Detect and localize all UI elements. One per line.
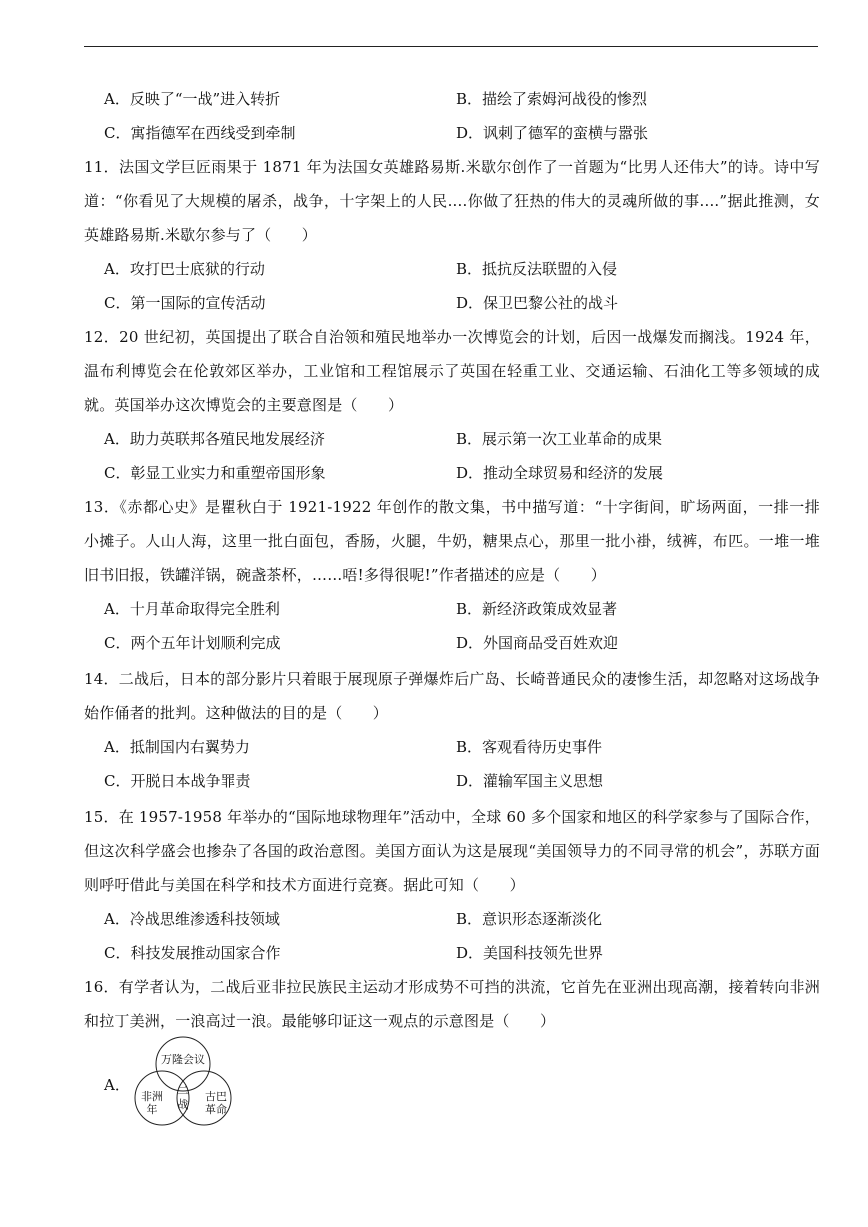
q11-options-row1 [104,252,804,286]
q12-option-c[interactable]: C．彰显工业实力和重塑帝国形象 [104,464,326,482]
venn-left-label-1: 非洲 [141,1090,163,1103]
q14-option-a[interactable]: A．抵制国内右翼势力 [104,738,250,756]
q10-option-c[interactable]: C．寓指德军在西线受到牵制 [104,124,296,142]
q15-option-c[interactable]: C．科技发展推动国家合作 [104,944,281,962]
q15-option-a[interactable]: A．冷战思维渗透科技领域 [104,910,280,928]
q12-option-a[interactable]: A．助力英联邦各殖民地发展经济 [104,430,325,448]
q13-option-a[interactable]: A．十月革命取得完全胜利 [104,600,280,618]
q15-stem: 15．在 1957-1958 年举办的“国际地球物理年”活动中，全球 60 多个国家和地区的科学家参与了国际合作，但这次科学盛会也掺杂了各国的政治意图。美国方面认为这是展现“美国领导力的不同寻常的机会”，苏联方面则呼吁借此与美国在科学和技术方面进行竞赛。据此可知（ ） [84,808,820,894]
q14-option-c[interactable]: C．开脱日本战争罪责 [104,772,251,790]
q14-options-row1 [104,730,804,764]
q12-options-row1 [104,422,804,456]
q12-options-row2 [104,456,804,490]
q14-stem: 14．二战后，日本的部分影片只着眼于展现原子弹爆炸后广岛、长崎普通民众的凄惨生活，却忽略对这场战争始作俑者的批判。这种做法的目的是（ ） [84,670,820,722]
q16-venn-diagram[interactable] [128,1036,238,1128]
q12-option-d[interactable]: D．推动全球贸易和经济的发展 [456,464,664,482]
q11-option-a[interactable]: A．攻打巴士底狱的行动 [104,260,265,278]
q13-options-row1 [104,592,804,626]
q15-options-row1 [104,902,804,936]
q14-option-b[interactable]: B．客观看待历史事件 [456,738,603,756]
q10-option-b[interactable]: B．描绘了索姆河战役的惨烈 [456,90,648,108]
q10-options-row2 [104,116,804,150]
q10-option-a[interactable]: A．反映了“一战”进入转折 [104,90,281,108]
q11-stem: 11．法国文学巨匠雨果于 1871 年为法国女英雄路易斯.米歇尔创作了一首题为“比男人还伟大”的诗。诗中写道：“你看见了大规模的屠杀，战争，十字架上的人民....你做了狂热的伟大的灵魂所做的事....”据此推测，女英雄路易斯.米歇尔参与了（ ） [84,158,820,244]
venn-right-label-1: 古巴 [205,1090,227,1103]
q13-options-row2 [104,626,804,660]
venn-center-label-1: 二 [177,1084,189,1097]
q13-stem: 13．《赤都心史》是瞿秋白于 1921-1922 年创作的散文集，书中描写道：“十字街间，旷场两面，一排一排小摊子。人山人海，这里一批白面包，香肠，火腿，牛奶，糖果点心，那里一批小褂，绒裤，布匹。一堆一堆旧书旧报，铁罐洋锅，碗盏茶杯，……唔!多得很呢!”作者描述的应是（ ） [84,498,820,584]
venn-center-label-2: 战 [177,1098,189,1111]
q13-option-d[interactable]: D．外国商品受百姓欢迎 [456,634,619,652]
q12-option-b[interactable]: B．展示第一次工业革命的成果 [456,430,663,448]
q10-option-d[interactable]: D．讽刺了德军的蛮横与嚣张 [456,124,649,142]
header-rule [84,46,818,47]
q12-stem: 12．20 世纪初，英国提出了联合自治领和殖民地举办一次博览会的计划，后因一战爆发而搁浅。1924 年，温布利博览会在伦敦郊区举办，工业馆和工程馆展示了英国在轻重工业、交通运输、石油化工等多领域的成就。英国举办这次博览会的主要意图是（ ） [84,328,820,414]
q13-option-c[interactable]: C．两个五年计划顺利完成 [104,634,281,652]
q10-options-row1 [104,82,804,116]
venn-left-label-2: 年 [146,1103,158,1116]
q11-options-row2 [104,286,804,320]
q16-stem: 16．有学者认为，二战后亚非拉民族民主运动才形成势不可挡的洪流，它首先在亚洲出现高潮，接着转向非洲和拉丁美洲，一浪高过一浪。最能够印证这一观点的示意图是（ ） [84,978,820,1030]
q11-option-b[interactable]: B．抵抗反法联盟的入侵 [456,260,618,278]
q13-option-b[interactable]: B．新经济政策成效显著 [456,600,618,618]
q14-options-row2 [104,764,804,798]
q11-option-d[interactable]: D．保卫巴黎公社的战斗 [456,294,619,312]
q11-option-c[interactable]: C．第一国际的宣传活动 [104,294,266,312]
venn-top-label: 万隆会议 [161,1053,205,1066]
q15-options-row2 [104,936,804,970]
q15-option-d[interactable]: D．美国科技领先世界 [456,944,604,962]
q15-option-b[interactable]: B．意识形态逐渐淡化 [456,910,603,928]
q16-option-a-label[interactable]: A． [104,1076,130,1094]
q14-option-d[interactable]: D．灌输军国主义思想 [456,772,604,790]
venn-right-label-2: 革命 [205,1103,227,1116]
